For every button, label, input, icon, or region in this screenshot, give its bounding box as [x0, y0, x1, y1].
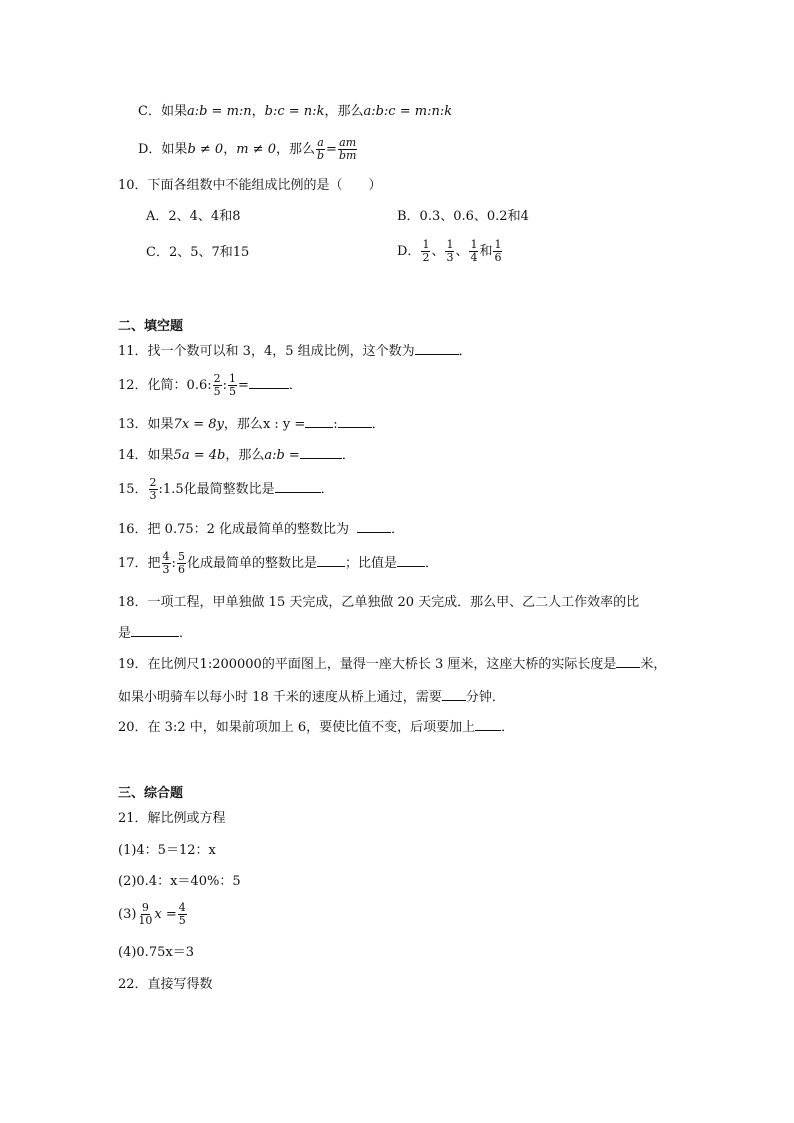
q10-option-b: B．0.3、0.6、0.2和4: [397, 209, 529, 224]
q18-prefix: 是: [118, 626, 132, 641]
q9d-cond2: m ≠ 0: [236, 142, 276, 157]
q10d-fraction-3: $\frac{1}{4}$: [470, 238, 478, 264]
q9d-eq: =: [326, 142, 337, 157]
q11-text: 11．找一个数可以和 3，4，5 组成比例，这个数为: [118, 344, 415, 359]
q9d-prefix: D．如果: [138, 142, 188, 157]
q9c-cond1: a:b = m:n: [186, 104, 252, 119]
q12-end: ．: [288, 378, 302, 393]
q21-stem: 21．解比例或方程: [118, 811, 226, 826]
q10d-sep-3: 和: [479, 244, 493, 259]
q13-then: ，那么: [223, 417, 263, 432]
q9c-sep: ，: [251, 104, 265, 119]
q19-line1-text: 19．在比例尺1:200000的平面图上，量得一座大桥长 3 厘米，这座大桥的实际长度是: [118, 657, 617, 672]
q19-line1: [118, 655, 666, 674]
q12-prefix: 12．化简：: [118, 378, 187, 393]
q10-option-a: A．2、4、4和8: [146, 209, 241, 224]
q22-stem: 22．直接写得数: [118, 977, 213, 992]
q12-fraction-1: $\frac{2}{5}$: [213, 372, 221, 398]
section-comprehensive-title: 三、综合题: [118, 786, 184, 801]
q16: [118, 520, 404, 539]
q18-line1: 18．一项工程，甲单独做 15 天完成，乙单独做 20 天完成．那么甲、乙二人工作效率的比: [118, 595, 640, 610]
q12: [118, 372, 302, 400]
q10d-sep-1: 、: [431, 244, 445, 259]
q15: [118, 476, 334, 504]
q14: [118, 446, 355, 465]
q18-answer-blank[interactable]: [131, 624, 179, 637]
q21-part-4: (4)0.75x＝3: [118, 945, 194, 960]
q13-equation: 7x = 8y: [173, 417, 224, 432]
q14-end: ．: [341, 448, 355, 463]
q10d-fraction-2: $\frac{1}{3}$: [446, 238, 454, 264]
q17-fraction-1: $\frac{4}{3}$: [162, 550, 170, 576]
q14-prefix: 14．如果: [118, 448, 174, 463]
q19-answer-blank-2[interactable]: [442, 688, 466, 701]
q17-answer-blank-2[interactable]: [397, 554, 425, 567]
q9d-sep: ，: [223, 142, 237, 157]
q19-line2-unit: 分钟．: [465, 690, 505, 705]
q17-fraction-2: $\frac{5}{6}$: [177, 550, 185, 576]
q12-colon: :: [207, 378, 212, 393]
q16-end: ．: [391, 522, 405, 537]
q21-part-3-fraction-2: $\frac{4}{5}$: [178, 901, 186, 927]
q19-line2-text: 如果小明骑车以每小时 18 千米的速度从桥上通过，需要: [118, 690, 442, 705]
q15-prefix: 15．: [118, 482, 148, 497]
q16-answer-blank[interactable]: [357, 520, 391, 533]
q17-colon: :: [171, 556, 176, 571]
q21-part-3-fraction-1: $\frac{9}{10}$: [138, 901, 153, 927]
q13-ratio-label: x : y =: [262, 417, 306, 432]
q13: [118, 415, 385, 434]
q13-answer-blank-1[interactable]: [305, 415, 333, 428]
q9-option-d: [138, 137, 358, 163]
q21-part-2: (2)0.4：x＝40%：5: [118, 874, 241, 889]
q10-option-d: [397, 238, 503, 266]
q10d-sep-2: 、: [455, 244, 469, 259]
q9c-prefix: C．如果: [138, 104, 187, 119]
q19-answer-blank-1[interactable]: [616, 655, 640, 668]
q17-end: ．: [424, 556, 438, 571]
q20-end: ．: [501, 720, 515, 735]
q12-fraction-2: $\frac{1}{5}$: [229, 372, 237, 398]
q9d-fraction-right: $\frac{am}{bm}$: [338, 136, 357, 162]
q13-prefix: 13．如果: [118, 417, 174, 432]
q9-option-c: [138, 103, 452, 121]
q11: [118, 342, 472, 361]
q10-option-c: C．2、5、7和15: [146, 245, 250, 260]
q20: [118, 718, 514, 737]
q19-line1-unit: 米，: [640, 657, 667, 672]
q13-answer-blank-2[interactable]: [338, 415, 372, 428]
q17-answer-blank-1[interactable]: [317, 554, 345, 567]
q17-mid2: ；比值是: [344, 556, 397, 571]
q9d-then: ，那么: [275, 142, 315, 157]
q17-prefix: 17．把: [118, 556, 161, 571]
q10d-prefix: D．: [397, 244, 421, 259]
q12-eq: =: [238, 378, 249, 393]
q14-equation: 5a = 4b: [173, 448, 226, 463]
q19-line2: [118, 688, 505, 707]
q10d-fraction-4: $\frac{1}{6}$: [494, 238, 502, 264]
q11-end: ．: [458, 344, 472, 359]
q13-end: ．: [371, 417, 385, 432]
q18-line2: [118, 624, 192, 643]
q17-mid: 化成最简单的整数比是: [186, 556, 317, 571]
q9c-then: ，那么: [324, 104, 364, 119]
q15-text: :1.5化最简整数比是: [158, 482, 275, 497]
q21-part-3: [118, 901, 188, 929]
q9d-cond1: b ≠ 0: [187, 142, 224, 157]
q21-part-3-prefix: (3): [118, 907, 137, 922]
q10-stem: 10．下面各组数中不能组成比例的是（ ）: [118, 178, 382, 193]
q18-end: ．: [179, 626, 193, 641]
q10d-fraction-1: $\frac{1}{2}$: [422, 238, 430, 264]
q15-fraction: $\frac{2}{3}$: [149, 476, 157, 502]
q17: [118, 550, 438, 578]
section-fill-in-title: 二、填空题: [118, 319, 184, 334]
q12-colon-2: :: [222, 378, 228, 393]
q21-part-3-mid: x =: [154, 907, 177, 922]
q21-part-1: (1)4：5＝12：x: [118, 843, 216, 858]
q14-answer-blank[interactable]: [300, 446, 342, 459]
q14-then: ，那么: [225, 448, 265, 463]
q13-colon: :: [333, 417, 338, 432]
q12-decimal: 0.6: [186, 378, 208, 393]
q14-ratio-label: a:b =: [264, 448, 300, 463]
q11-answer-blank[interactable]: [415, 342, 459, 355]
q20-text: 20．在 3:2 中，如果前项加上 6，要使比值不变，后项要加上: [118, 720, 476, 735]
q9d-fraction-left: $\frac{a}{b}$: [316, 136, 325, 162]
q9c-cond2: b:c = n:k: [264, 104, 325, 119]
q15-end: ．: [320, 482, 334, 497]
q15-answer-blank[interactable]: [275, 480, 321, 493]
q9c-result: a:b:c = m:n:k: [363, 104, 453, 119]
q20-answer-blank[interactable]: [475, 718, 501, 731]
q12-answer-blank[interactable]: [249, 376, 289, 389]
q16-text: 16．把 0.75：2 化成最简单的整数比为: [118, 522, 350, 537]
